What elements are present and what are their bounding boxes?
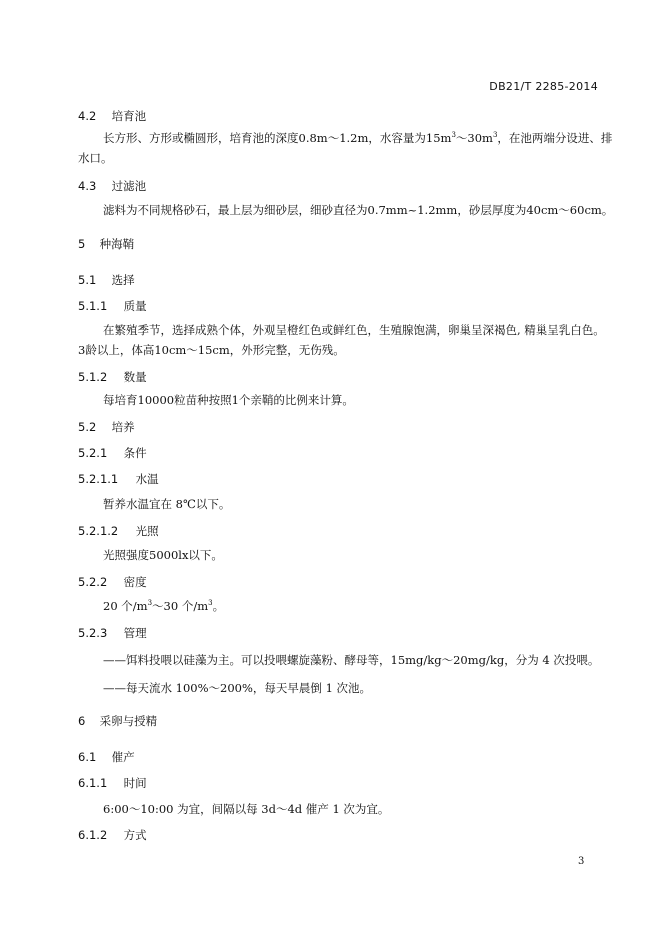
heading-number: 5	[78, 237, 86, 251]
list-item: ——饵料投喂以硅藻为主。可以投喂螺旋藻粉、酵母等，15mg/kg～20mg/kg，分为 4 次投喂。	[103, 653, 600, 667]
paragraph: 滤料为不同规格砂石，最上层为细砂层，细砂直径为0.7mm~1.2mm，砂层厚度为40cm～60cm。	[103, 203, 614, 217]
paragraph: 暂养水温宜在 8℃以下。	[103, 497, 231, 511]
heading-5	[78, 236, 134, 252]
heading-number: 5.2.1.1	[78, 472, 119, 486]
heading-6	[78, 713, 157, 729]
heading-title: 采卵与授精	[99, 714, 158, 728]
paragraph: 在繁殖季节，选择成熟个体，外观呈橙红色或鲜红色，生殖腺饱满，卵巢呈深褐色, 精巢呈乳白色。	[103, 323, 605, 337]
heading-number: 5.2.1	[78, 446, 108, 460]
heading-title: 培养	[111, 420, 135, 434]
heading-title: 管理	[123, 626, 147, 640]
heading-number: 5.1.2	[78, 370, 108, 384]
heading-6-1-1	[78, 775, 147, 791]
paragraph: 6:00～10:00 为宜，间隔以每 3d～4d 催产 1 次为宜。	[103, 802, 390, 816]
heading-number: 5.2.3	[78, 626, 108, 640]
heading-title: 过滤池	[111, 179, 147, 193]
heading-title: 催产	[111, 750, 135, 764]
paragraph: 光照强度5000lx以下。	[103, 548, 223, 562]
paragraph-continuation: 水口。	[78, 151, 113, 165]
heading-4-2	[78, 108, 146, 124]
heading-5-2	[78, 419, 135, 435]
heading-title: 光照	[135, 524, 159, 538]
heading-5-2-1-1	[78, 471, 159, 487]
heading-title: 培育池	[111, 109, 147, 123]
heading-number: 6.1.2	[78, 828, 108, 842]
heading-number: 4.2	[78, 109, 97, 123]
heading-title: 密度	[123, 575, 147, 589]
heading-6-1	[78, 749, 135, 765]
heading-5-2-1	[78, 445, 147, 461]
heading-number: 5.1.1	[78, 299, 108, 313]
heading-title: 水温	[135, 472, 159, 486]
heading-5-2-2	[78, 574, 147, 590]
heading-5-1	[78, 272, 135, 288]
heading-number: 5.1	[78, 273, 97, 287]
document-id-header: DB21/T 2285-2014	[489, 80, 598, 93]
page-number: 3	[578, 856, 585, 867]
paragraph: 20 个$/m^3\sim 30$ 个$/m^3$。	[103, 599, 225, 613]
heading-5-1-2	[78, 369, 147, 385]
heading-number: 6.1.1	[78, 776, 108, 790]
heading-title: 种海鞘	[99, 237, 135, 251]
heading-6-1-2	[78, 827, 147, 843]
heading-number: 6.1	[78, 750, 97, 764]
paragraph: 长方形、方形或椭圆形，培育池的深度0.8m～1.2m，水容量为$15m^3\sim 30m^3$，在池两端分设进、排	[103, 131, 613, 145]
heading-5-2-3	[78, 625, 147, 641]
heading-5-2-1-2	[78, 523, 159, 539]
heading-number: 4.3	[78, 179, 97, 193]
heading-number: 5.2	[78, 420, 97, 434]
heading-number: 6	[78, 714, 86, 728]
heading-title: 条件	[123, 446, 147, 460]
heading-title: 时间	[123, 776, 147, 790]
heading-number: 5.2.1.2	[78, 524, 119, 538]
heading-5-1-1	[78, 298, 147, 314]
heading-4-3	[78, 178, 146, 194]
paragraph: 每培育10000粒苗种按照1个亲鞘的比例来计算。	[103, 393, 354, 407]
heading-title: 方式	[123, 828, 147, 842]
paragraph-continuation: 3龄以上，体高10cm～15cm，外形完整，无伤残。	[78, 343, 345, 357]
heading-title: 质量	[123, 299, 147, 313]
list-item: ——每天流水 100%～200%，每天早晨倒 1 次池。	[103, 681, 372, 695]
heading-title: 选择	[111, 273, 135, 287]
heading-number: 5.2.2	[78, 575, 108, 589]
heading-title: 数量	[123, 370, 147, 384]
